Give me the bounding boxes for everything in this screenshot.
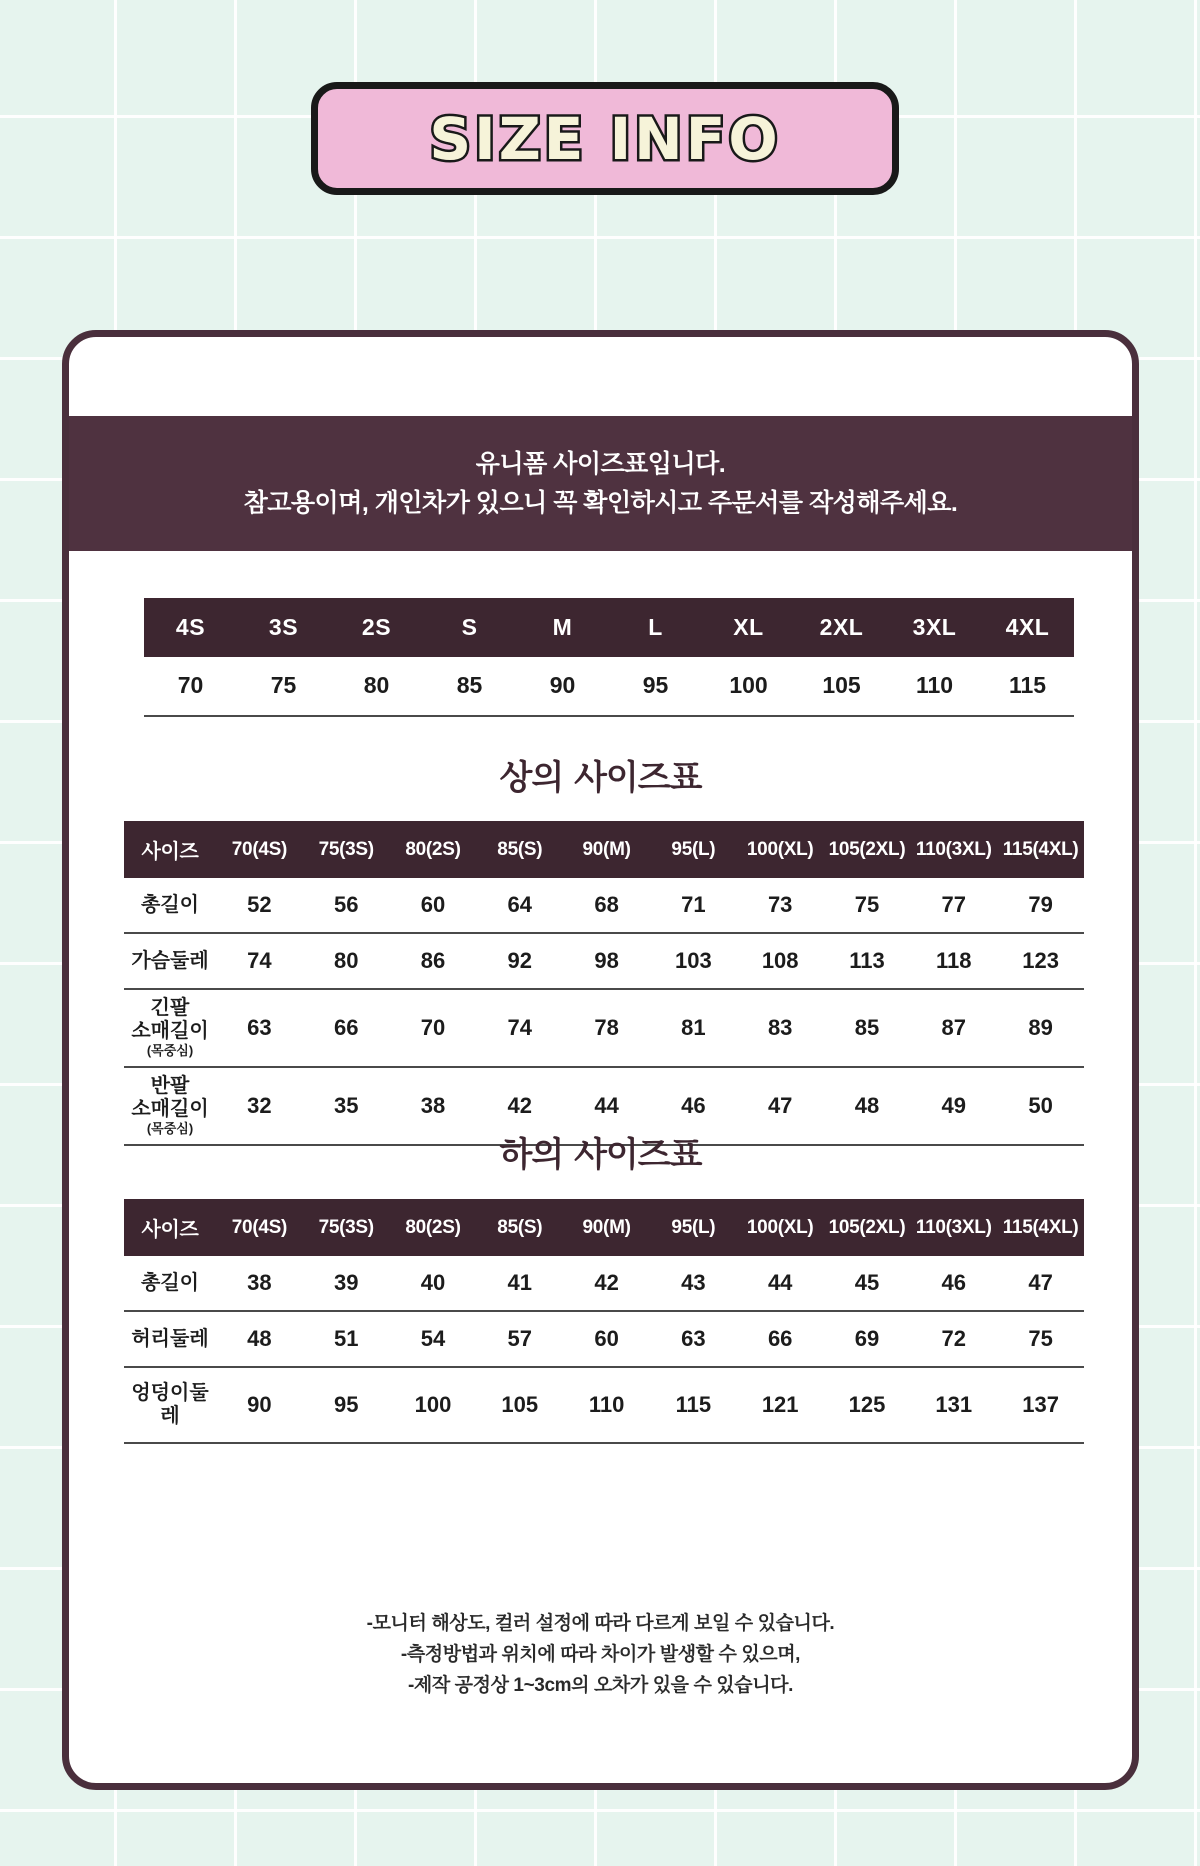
footnote-line: -제작 공정상 1~3cm의 오차가 있을 수 있습니다. [407, 1674, 794, 1696]
intro-line-1: 유니폼 사이즈표입니다. [475, 449, 726, 478]
row-label-main: 긴팔 소매길이 [131, 997, 209, 1042]
table-row [124, 821, 1084, 878]
cell: 79 [997, 878, 1084, 933]
cell: 75 [997, 1311, 1084, 1367]
ruler-header-cell: M [516, 598, 609, 657]
row-label [124, 989, 216, 1067]
cell: 38 [216, 1256, 303, 1311]
cell: 100 [390, 1367, 477, 1443]
cell: 63 [216, 989, 303, 1067]
cell: 103 [650, 933, 737, 989]
cell: 42 [476, 1067, 563, 1145]
row-label: 허리둘레 [124, 1311, 216, 1367]
cell: 73 [737, 878, 824, 933]
cell: 60 [563, 1311, 650, 1367]
cell: 110 [563, 1367, 650, 1443]
intro-line-2: 참고용이며, 개인차가 있으니 꼭 확인하시고 주문서를 작성해주세요. [243, 488, 958, 517]
ruler-value-cell: 85 [423, 657, 516, 716]
row-label-sub: (목중심) [146, 1120, 194, 1136]
ruler-value-cell: 80 [330, 657, 423, 716]
cell: 69 [824, 1311, 911, 1367]
cell: 123 [997, 933, 1084, 989]
ruler-value-cell: 100 [702, 657, 795, 716]
cell: 43 [650, 1256, 737, 1311]
table-row [124, 933, 1084, 989]
bottom-header-cell: 75(3S) [303, 1199, 390, 1256]
row-label: 총길이 [124, 1256, 216, 1311]
cell: 48 [824, 1067, 911, 1145]
footnotes [69, 1609, 1132, 1701]
ruler-value-cell: 115 [981, 657, 1074, 716]
row-label: 가슴둘레 [124, 933, 216, 989]
cell: 125 [824, 1367, 911, 1443]
bottom-header-cell: 95(L) [650, 1199, 737, 1256]
top-header-cell: 90(M) [563, 821, 650, 878]
cell: 39 [303, 1256, 390, 1311]
ruler-value-cell: 70 [144, 657, 237, 716]
top-header-cell: 사이즈 [124, 821, 216, 878]
top-section-title: 상의 사이즈표 [499, 758, 702, 798]
bottom-header-cell: 90(M) [563, 1199, 650, 1256]
cell: 48 [216, 1311, 303, 1367]
bottom-header-cell: 100(XL) [737, 1199, 824, 1256]
bottom-header-cell: 70(4S) [216, 1199, 303, 1256]
table-row [144, 598, 1074, 657]
ruler-header-cell: 2S [330, 598, 423, 657]
bottom-header-cell: 105(2XL) [824, 1199, 911, 1256]
table-row [124, 1311, 1084, 1367]
table-row [124, 1367, 1084, 1443]
cell: 66 [303, 989, 390, 1067]
top-header-cell: 115(4XL) [997, 821, 1084, 878]
cell: 47 [737, 1067, 824, 1145]
cell: 71 [650, 878, 737, 933]
row-label: 엉덩이둘레 [124, 1367, 216, 1443]
table-row [124, 1199, 1084, 1256]
title-banner [311, 82, 899, 195]
bottom-header-cell: 사이즈 [124, 1199, 216, 1256]
cell: 40 [390, 1256, 477, 1311]
cell: 74 [476, 989, 563, 1067]
top-header-cell: 105(2XL) [824, 821, 911, 878]
cell: 92 [476, 933, 563, 989]
intro-band [69, 416, 1132, 551]
cell: 44 [563, 1067, 650, 1145]
cell: 38 [390, 1067, 477, 1145]
cell: 49 [910, 1067, 997, 1145]
top-header-cell: 80(2S) [390, 821, 477, 878]
ruler-header-cell: 2XL [795, 598, 888, 657]
cell: 137 [997, 1367, 1084, 1443]
bottom-size-table [124, 1199, 1084, 1444]
ruler-value-cell: 95 [609, 657, 702, 716]
cell: 52 [216, 878, 303, 933]
cell: 80 [303, 933, 390, 989]
top-header-cell: 100(XL) [737, 821, 824, 878]
cell: 77 [910, 878, 997, 933]
ruler-header-cell: 3S [237, 598, 330, 657]
size-chart-card [62, 330, 1139, 1790]
ruler-header-cell: 4XL [981, 598, 1074, 657]
cell: 50 [997, 1067, 1084, 1145]
row-label-sub: (목중심) [146, 1043, 194, 1058]
ruler-header-cell: S [423, 598, 516, 657]
cell: 47 [997, 1256, 1084, 1311]
cell: 57 [476, 1311, 563, 1367]
cell: 51 [303, 1311, 390, 1367]
cell: 46 [910, 1256, 997, 1311]
ruler-header-cell: L [609, 598, 702, 657]
cell: 32 [216, 1067, 303, 1145]
ruler-value-cell: 105 [795, 657, 888, 716]
ruler-header-cell: 4S [144, 598, 237, 657]
ruler-value-cell: 110 [888, 657, 981, 716]
cell: 121 [737, 1367, 824, 1443]
cell: 89 [997, 989, 1084, 1067]
table-row [124, 878, 1084, 933]
cell: 64 [476, 878, 563, 933]
top-header-cell: 75(3S) [303, 821, 390, 878]
cell: 46 [650, 1067, 737, 1145]
cell: 131 [910, 1367, 997, 1443]
cell: 63 [650, 1311, 737, 1367]
ruler-value-cell: 75 [237, 657, 330, 716]
ruler-header-cell: 3XL [888, 598, 981, 657]
cell: 68 [563, 878, 650, 933]
cell: 75 [824, 878, 911, 933]
footnote-line: -모니터 해상도, 컬러 설정에 따라 다르게 보일 수 있습니다. [366, 1613, 835, 1634]
bottom-header-cell: 110(3XL) [910, 1199, 997, 1256]
cell: 113 [824, 933, 911, 989]
table-row [124, 989, 1084, 1067]
table-row [124, 1256, 1084, 1311]
cell: 105 [476, 1367, 563, 1443]
bottom-header-cell: 115(4XL) [997, 1199, 1084, 1256]
bottom-section-title: 하의 사이즈표 [499, 1135, 702, 1175]
bottom-header-cell: 85(S) [476, 1199, 563, 1256]
cell: 70 [390, 989, 477, 1067]
cell: 60 [390, 878, 477, 933]
cell: 118 [910, 933, 997, 989]
footnote-line: -측정방법과 위치에 따라 차이가 발생할 수 있으며, [400, 1643, 801, 1665]
cell: 45 [824, 1256, 911, 1311]
cell: 78 [563, 989, 650, 1067]
cell: 72 [910, 1311, 997, 1367]
cell: 35 [303, 1067, 390, 1145]
top-size-table [124, 821, 1084, 1146]
top-header-cell: 70(4S) [216, 821, 303, 878]
cell: 66 [737, 1311, 824, 1367]
bottom-header-cell: 80(2S) [390, 1199, 477, 1256]
page-title: SIZE INFO [429, 104, 781, 173]
row-label-main: 반팔 소매길이 [131, 1074, 209, 1120]
cell: 74 [216, 933, 303, 989]
cell: 108 [737, 933, 824, 989]
cell: 86 [390, 933, 477, 989]
size-code-table [144, 598, 1074, 717]
cell: 44 [737, 1256, 824, 1311]
cell: 54 [390, 1311, 477, 1367]
cell: 56 [303, 878, 390, 933]
top-header-cell: 95(L) [650, 821, 737, 878]
cell: 95 [303, 1367, 390, 1443]
cell: 90 [216, 1367, 303, 1443]
ruler-header-cell: XL [702, 598, 795, 657]
cell: 81 [650, 989, 737, 1067]
top-header-cell: 85(S) [476, 821, 563, 878]
cell: 41 [476, 1256, 563, 1311]
table-row [144, 657, 1074, 716]
row-label: 총길이 [124, 878, 216, 933]
ruler-value-cell: 90 [516, 657, 609, 716]
cell: 98 [563, 933, 650, 989]
cell: 42 [563, 1256, 650, 1311]
cell: 85 [824, 989, 911, 1067]
cell: 115 [650, 1367, 737, 1443]
cell: 83 [737, 989, 824, 1067]
top-header-cell: 110(3XL) [910, 821, 997, 878]
cell: 87 [910, 989, 997, 1067]
